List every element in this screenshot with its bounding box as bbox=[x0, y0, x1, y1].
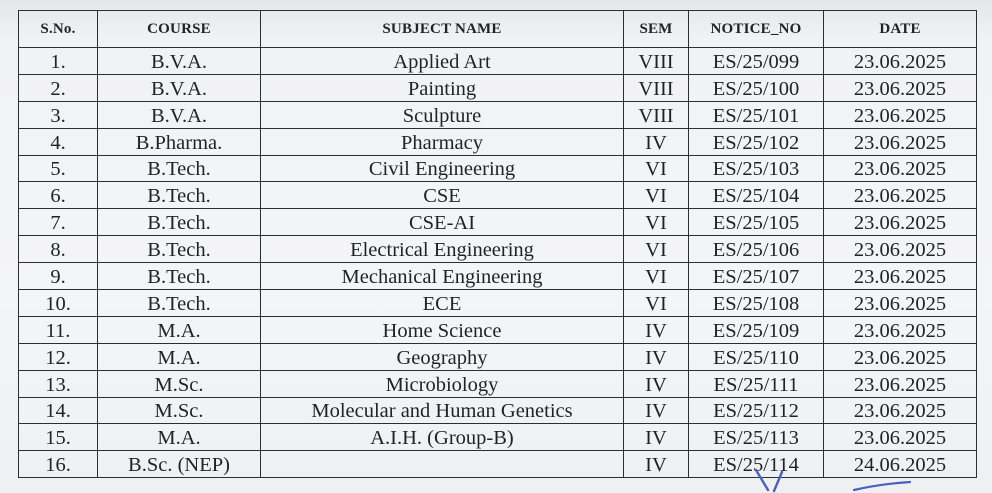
cell-course: M.A. bbox=[98, 316, 261, 343]
table-row bbox=[19, 74, 977, 101]
cell-notice-no: ES/25/107 bbox=[689, 263, 824, 290]
cell-notice-no: ES/25/111 bbox=[689, 370, 824, 397]
table-body bbox=[19, 48, 977, 478]
pen-mark-dash bbox=[850, 478, 930, 493]
cell-course: B.Tech. bbox=[98, 182, 261, 209]
cell-date: 23.06.2025 bbox=[824, 182, 977, 209]
cell-date: 23.06.2025 bbox=[824, 263, 977, 290]
table-row bbox=[19, 155, 977, 182]
cell-course: M.Sc. bbox=[98, 397, 261, 424]
table-row bbox=[19, 424, 977, 451]
cell-sem: VIII bbox=[624, 101, 689, 128]
cell-sno: 10. bbox=[19, 290, 98, 317]
cell-subject-name: CSE bbox=[261, 182, 624, 209]
table-row bbox=[19, 397, 977, 424]
cell-date: 23.06.2025 bbox=[824, 236, 977, 263]
cell-sno: 6. bbox=[19, 182, 98, 209]
cell-notice-no: ES/25/105 bbox=[689, 209, 824, 236]
cell-notice-no: ES/25/109 bbox=[689, 316, 824, 343]
cell-subject-name: Home Science bbox=[261, 316, 624, 343]
cell-subject-name: A.I.H. (Group-B) bbox=[261, 424, 624, 451]
cell-subject-name: Geography bbox=[261, 343, 624, 370]
cell-subject-name: Electrical Engineering bbox=[261, 236, 624, 263]
cell-sno: 8. bbox=[19, 236, 98, 263]
cell-sem: VI bbox=[624, 155, 689, 182]
cell-subject-name: Molecular and Human Genetics bbox=[261, 397, 624, 424]
cell-date: 23.06.2025 bbox=[824, 290, 977, 317]
cell-sem: VIII bbox=[624, 74, 689, 101]
header-date: DATE bbox=[824, 11, 977, 48]
cell-course: B.Sc. (NEP) bbox=[98, 451, 261, 478]
header-subject-name: SUBJECT NAME bbox=[261, 11, 624, 48]
cell-course: B.V.A. bbox=[98, 101, 261, 128]
cell-notice-no: ES/25/102 bbox=[689, 128, 824, 155]
header-row bbox=[19, 11, 977, 48]
cell-notice-no: ES/25/101 bbox=[689, 101, 824, 128]
cell-sem: VI bbox=[624, 182, 689, 209]
cell-course: B.Tech. bbox=[98, 209, 261, 236]
table-row bbox=[19, 182, 977, 209]
header-sno: S.No. bbox=[19, 11, 98, 48]
cell-notice-no: ES/25/112 bbox=[689, 397, 824, 424]
cell-sem: VIII bbox=[624, 48, 689, 75]
cell-notice-no: ES/25/110 bbox=[689, 343, 824, 370]
cell-course: B.V.A. bbox=[98, 74, 261, 101]
table-row bbox=[19, 343, 977, 370]
cell-course: B.Pharma. bbox=[98, 128, 261, 155]
cell-sem: IV bbox=[624, 397, 689, 424]
cell-notice-no: ES/25/113 bbox=[689, 424, 824, 451]
cell-course: M.Sc. bbox=[98, 370, 261, 397]
cell-subject-name bbox=[261, 451, 624, 478]
table-row bbox=[19, 290, 977, 317]
cell-course: B.Tech. bbox=[98, 155, 261, 182]
table-row bbox=[19, 209, 977, 236]
header-course: COURSE bbox=[98, 11, 261, 48]
cell-sem: IV bbox=[624, 370, 689, 397]
header-sem: SEM bbox=[624, 11, 689, 48]
cell-date: 23.06.2025 bbox=[824, 424, 977, 451]
table-row bbox=[19, 48, 977, 75]
cell-date: 24.06.2025 bbox=[824, 451, 977, 478]
exam-notice-table bbox=[18, 10, 977, 478]
cell-subject-name: Civil Engineering bbox=[261, 155, 624, 182]
cell-date: 23.06.2025 bbox=[824, 397, 977, 424]
table-row bbox=[19, 101, 977, 128]
cell-date: 23.06.2025 bbox=[824, 370, 977, 397]
cell-sno: 7. bbox=[19, 209, 98, 236]
cell-date: 23.06.2025 bbox=[824, 209, 977, 236]
cell-sno: 15. bbox=[19, 424, 98, 451]
cell-notice-no: ES/25/103 bbox=[689, 155, 824, 182]
cell-subject-name: Pharmacy bbox=[261, 128, 624, 155]
cell-sem: IV bbox=[624, 424, 689, 451]
table-row bbox=[19, 316, 977, 343]
cell-sem: VI bbox=[624, 290, 689, 317]
table-row bbox=[19, 236, 977, 263]
cell-sno: 12. bbox=[19, 343, 98, 370]
table-row bbox=[19, 370, 977, 397]
table-header bbox=[19, 11, 977, 48]
cell-notice-no: ES/25/100 bbox=[689, 74, 824, 101]
cell-notice-no: ES/25/114 bbox=[689, 451, 824, 478]
cell-notice-no: ES/25/106 bbox=[689, 236, 824, 263]
cell-sem: IV bbox=[624, 316, 689, 343]
cell-date: 23.06.2025 bbox=[824, 101, 977, 128]
header-notice-no: NOTICE_NO bbox=[689, 11, 824, 48]
table-row bbox=[19, 263, 977, 290]
cell-sno: 11. bbox=[19, 316, 98, 343]
cell-sem: VI bbox=[624, 209, 689, 236]
cell-subject-name: ECE bbox=[261, 290, 624, 317]
cell-sem: IV bbox=[624, 451, 689, 478]
cell-subject-name: Painting bbox=[261, 74, 624, 101]
cell-subject-name: Mechanical Engineering bbox=[261, 263, 624, 290]
cell-sno: 3. bbox=[19, 101, 98, 128]
cell-sno: 13. bbox=[19, 370, 98, 397]
cell-sno: 14. bbox=[19, 397, 98, 424]
cell-course: M.A. bbox=[98, 343, 261, 370]
cell-date: 23.06.2025 bbox=[824, 316, 977, 343]
cell-sno: 4. bbox=[19, 128, 98, 155]
cell-date: 23.06.2025 bbox=[824, 128, 977, 155]
cell-date: 23.06.2025 bbox=[824, 155, 977, 182]
cell-course: M.A. bbox=[98, 424, 261, 451]
cell-sem: IV bbox=[624, 128, 689, 155]
cell-course: B.Tech. bbox=[98, 290, 261, 317]
table-row bbox=[19, 451, 977, 478]
cell-notice-no: ES/25/108 bbox=[689, 290, 824, 317]
cell-sem: IV bbox=[624, 343, 689, 370]
cell-sno: 9. bbox=[19, 263, 98, 290]
cell-subject-name: Applied Art bbox=[261, 48, 624, 75]
cell-date: 23.06.2025 bbox=[824, 343, 977, 370]
cell-sno: 2. bbox=[19, 74, 98, 101]
cell-subject-name: Sculpture bbox=[261, 101, 624, 128]
cell-sno: 5. bbox=[19, 155, 98, 182]
cell-sem: VI bbox=[624, 236, 689, 263]
cell-course: B.V.A. bbox=[98, 48, 261, 75]
cell-course: B.Tech. bbox=[98, 236, 261, 263]
table-row bbox=[19, 128, 977, 155]
cell-course: B.Tech. bbox=[98, 263, 261, 290]
cell-notice-no: ES/25/099 bbox=[689, 48, 824, 75]
cell-sno: 16. bbox=[19, 451, 98, 478]
cell-sno: 1. bbox=[19, 48, 98, 75]
cell-date: 23.06.2025 bbox=[824, 48, 977, 75]
cell-subject-name: CSE-AI bbox=[261, 209, 624, 236]
cell-sem: VI bbox=[624, 263, 689, 290]
cell-subject-name: Microbiology bbox=[261, 370, 624, 397]
cell-notice-no: ES/25/104 bbox=[689, 182, 824, 209]
cell-date: 23.06.2025 bbox=[824, 74, 977, 101]
